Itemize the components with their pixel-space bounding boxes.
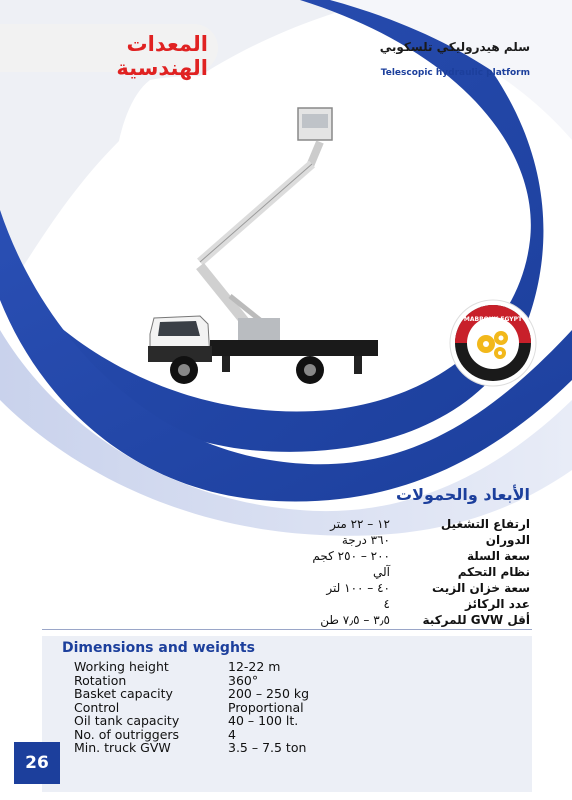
spec-label: Rotation	[74, 672, 127, 688]
english-spec-row	[74, 687, 309, 701]
spec-label: Working height	[74, 659, 169, 675]
arabic-spec-table	[270, 516, 530, 628]
truck-platform-image	[140, 96, 390, 396]
arabic-spec-row	[270, 564, 530, 580]
english-spec-row	[74, 714, 309, 728]
spec-label: الدوران	[485, 533, 530, 547]
arabic-spec-row	[270, 612, 530, 628]
spec-value: ٣٦٠ درجة	[341, 533, 390, 547]
spec-label: Oil tank capacity	[74, 713, 180, 729]
english-spec-table	[74, 660, 309, 755]
page-number: 26	[25, 753, 49, 773]
arabic-spec-row	[270, 596, 530, 612]
arabic-spec-row	[270, 548, 530, 564]
spec-value: ٢٠٠ – ٢٥٠ كجم	[312, 549, 390, 563]
spec-value: 200 – 250 kg	[228, 686, 310, 702]
page-title: المعدات الهندسية	[116, 32, 208, 80]
product-name-arabic: سلم هيدروليكي تلسكوبي	[379, 40, 530, 54]
company-logo	[448, 298, 538, 388]
arabic-spec-row	[270, 580, 530, 596]
spec-value: 4	[228, 726, 236, 742]
section-divider	[42, 629, 532, 630]
spec-value: ٤	[383, 597, 390, 611]
spec-label: Min. truck GVW	[74, 740, 171, 756]
spec-value: 3.5 – 7.5 ton	[228, 740, 307, 756]
english-spec-row	[74, 674, 309, 688]
spec-label: ارتفاع التشغيل	[440, 517, 530, 531]
spec-value: Proportional	[228, 699, 304, 715]
spec-label: عدد الركائز	[464, 597, 530, 611]
spec-value: آلي	[373, 565, 390, 579]
english-spec-row	[74, 728, 309, 742]
spec-label: Control	[74, 699, 120, 715]
spec-label: سعة السلة	[466, 549, 530, 563]
product-name-english: Telescopic hydraulic platform	[380, 68, 530, 78]
arabic-section-heading: الأبعاد والحمولات	[396, 485, 530, 504]
spec-value: 12-22 m	[228, 659, 281, 675]
english-spec-row	[74, 660, 309, 674]
spec-value: 40 – 100 lt.	[228, 713, 299, 729]
spec-value: ٣٫٥ – ٧٫٥ طن	[320, 613, 390, 627]
spec-value: ١٢ – ٢٢ متر	[330, 517, 390, 531]
spec-label: Basket capacity	[74, 686, 173, 702]
spec-value: ٤٠ – ١٠٠ لتر	[326, 581, 390, 595]
arabic-spec-row	[270, 532, 530, 548]
arabic-spec-row	[270, 516, 530, 532]
spec-label: أقل GVW للمركبة	[422, 613, 530, 627]
spec-label: No. of outriggers	[74, 726, 180, 742]
spec-label: سعة خزان الزيت	[432, 581, 530, 595]
english-section-heading: Dimensions and weights	[62, 640, 255, 656]
spec-label: نظام التحكم	[457, 565, 530, 579]
english-spec-row	[74, 741, 309, 755]
logo-text: MABROUK EGYPT	[463, 316, 523, 323]
spec-value: 360°	[228, 672, 259, 688]
english-spec-row	[74, 701, 309, 715]
